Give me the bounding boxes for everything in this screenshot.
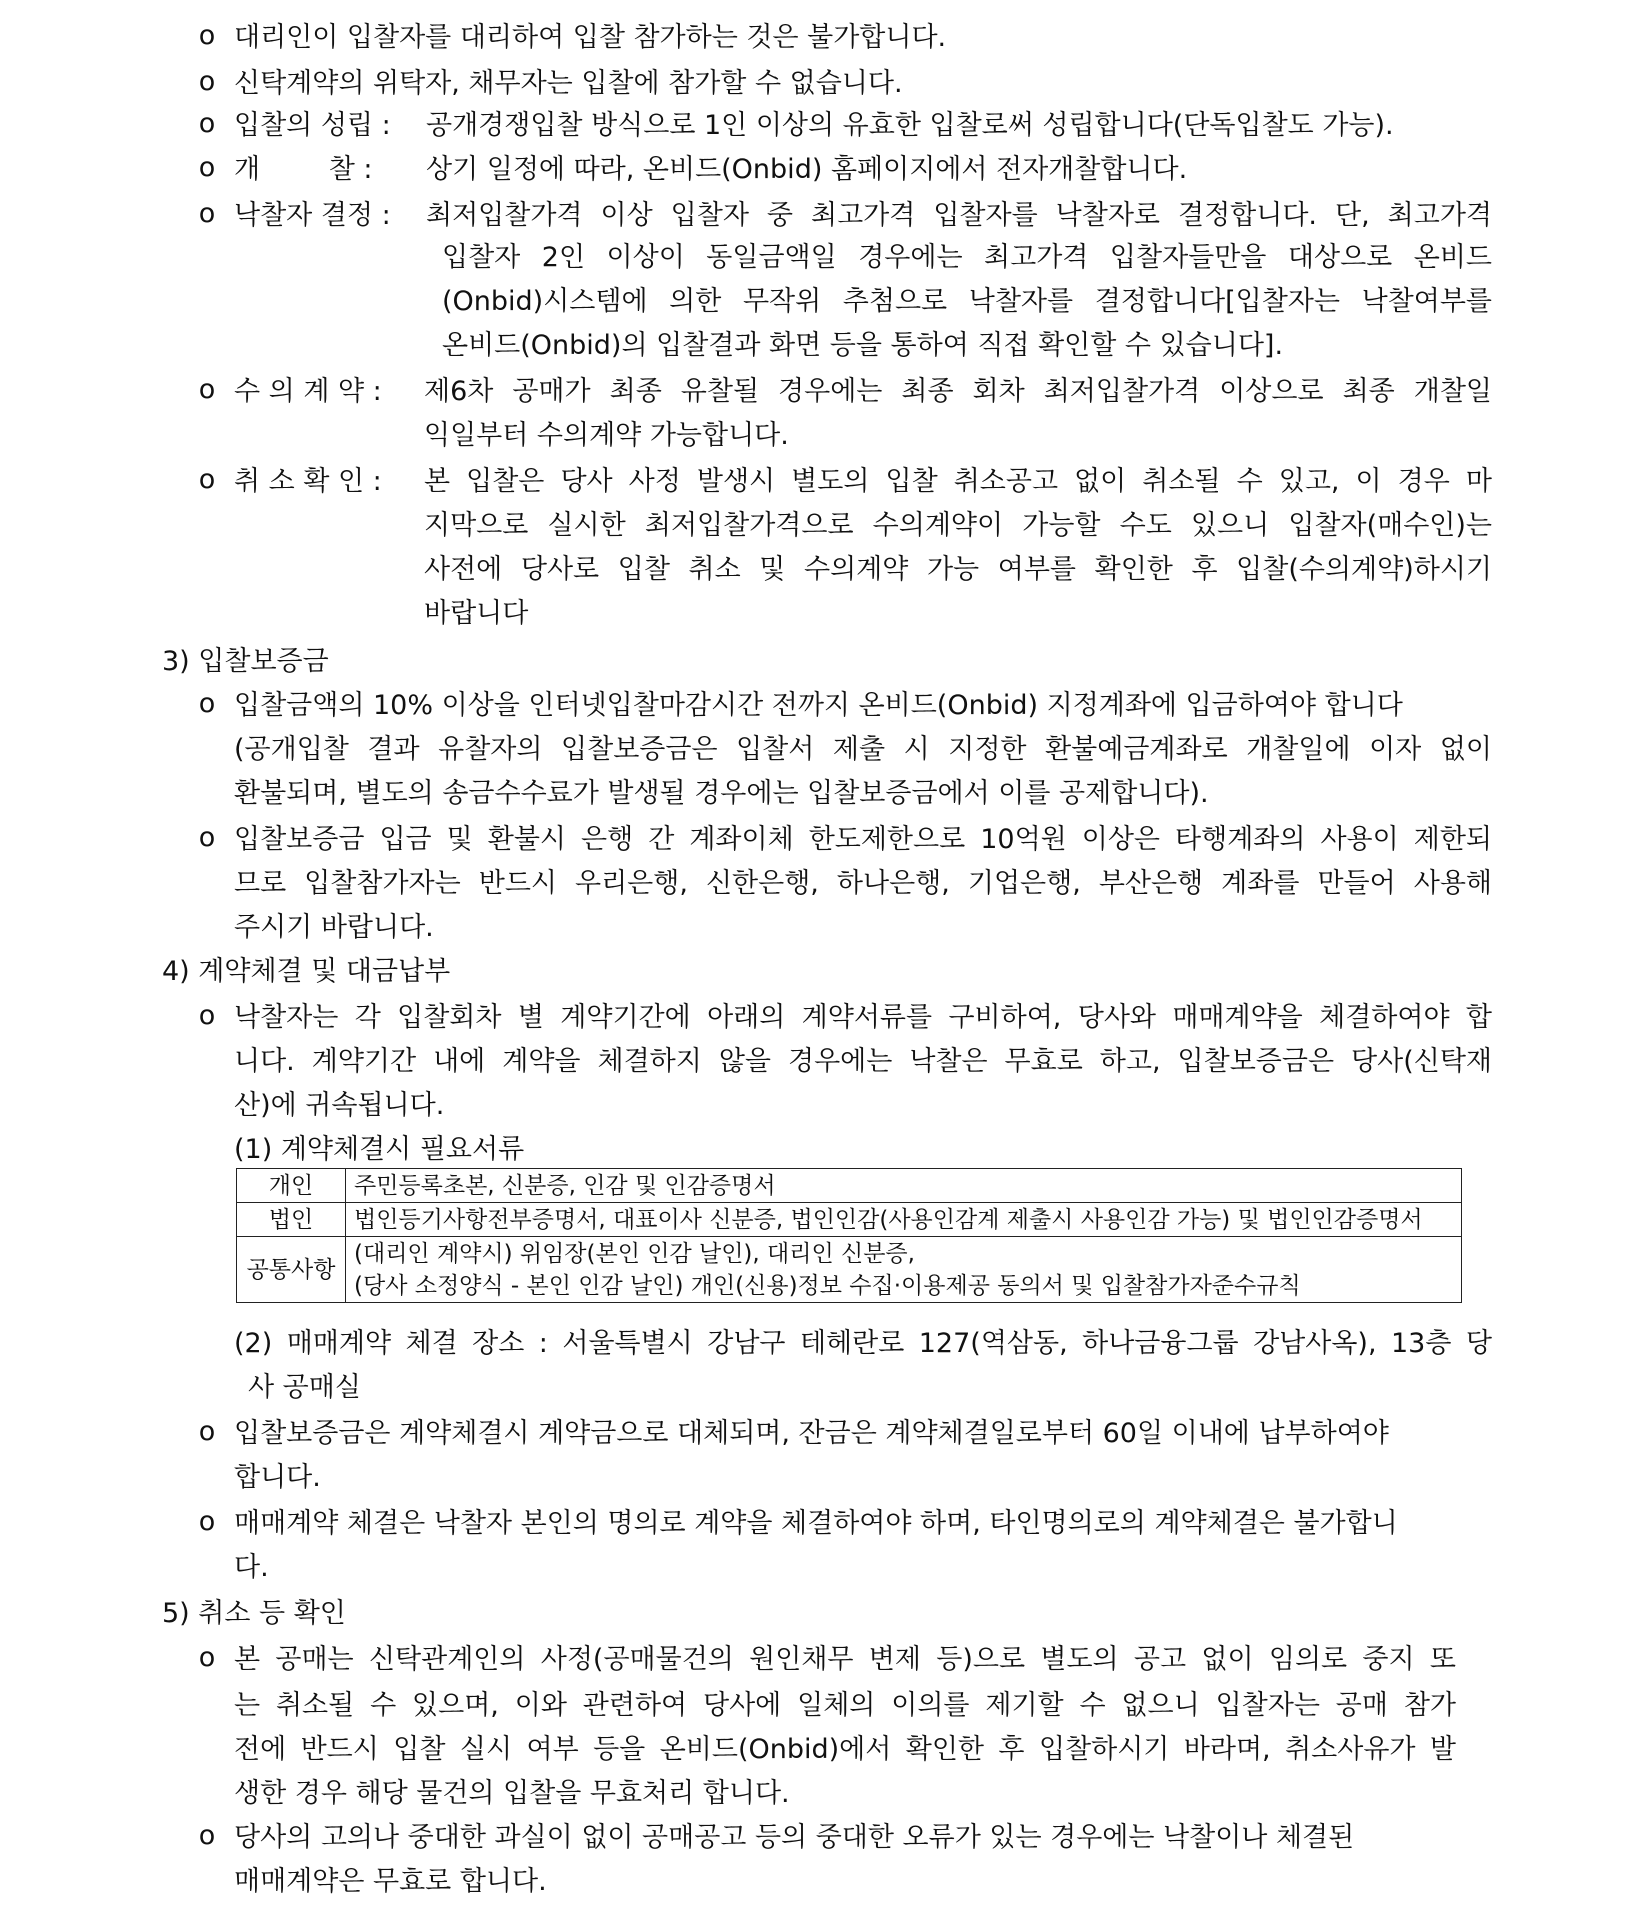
table-row bbox=[237, 1203, 1462, 1237]
condition-label: 취 소 확 인 : bbox=[234, 466, 382, 497]
condition-text: 익일부터 수의계약 가능합니다. bbox=[424, 420, 789, 451]
table-cell-docs: 법인등기사항전부증명서, 대표이사 신분증, 법인인감(사용인감계 제출시 사용인감 가능) 및 법인인감증명서 bbox=[346, 1203, 1462, 1237]
table-cell-type: 공통사항 bbox=[237, 1237, 346, 1303]
cancel-text: 생한 경우 해당 물건의 입찰을 무효처리 합니다. bbox=[234, 1778, 790, 1809]
bullet: o bbox=[198, 822, 216, 853]
contract-place: 사 공매실 bbox=[248, 1372, 361, 1403]
cancel-text: 전에 반드시 입찰 실시 여부 등을 온비드(Onbid)에서 확인한 후 입찰하시기 바라며, 취소사유가 발 bbox=[234, 1734, 1456, 1765]
section-heading-cancel: 5) 취소 등 확인 bbox=[162, 1598, 346, 1629]
bullet: o bbox=[198, 198, 216, 229]
bullet: o bbox=[198, 152, 216, 183]
table-cell-docs-line: (대리인 계약시) 위임장(본인 인감 날인), 대리인 신분증, bbox=[354, 1240, 915, 1267]
table-cell-docs: 주민등록초본, 신분증, 인감 및 인감증명서 bbox=[346, 1169, 1462, 1203]
cancel-text: 당사의 고의나 중대한 과실이 없이 공매공고 등의 중대한 오류가 있는 경우에는 낙찰이나 체결된 bbox=[234, 1822, 1355, 1853]
deposit-text: 환불되며, 별도의 송금수수료가 발생될 경우에는 입찰보증금에서 이를 공제합니다). bbox=[234, 778, 1209, 809]
deposit-text: 입찰금액의 10% 이상을 인터넷입찰마감시간 전까지 온비드(Onbid) 지정계좌에 입금하여야 합니다 bbox=[234, 690, 1403, 721]
cancel-text: 본 공매는 신탁관계인의 사정(공매물건의 원인채무 변제 등)으로 별도의 공고 없이 임의로 중지 또 bbox=[234, 1644, 1456, 1675]
section-heading-contract: 4) 계약체결 및 대금납부 bbox=[162, 956, 451, 987]
condition-text: 공개경쟁입찰 방식으로 1인 이상의 유효한 입찰로써 성립합니다(단독입찰도 가능). bbox=[426, 110, 1394, 141]
condition-text: 최저입찰가격 이상 입찰자 중 최고가격 입찰자를 낙찰자로 결정합니다. 단, 최고가격 bbox=[426, 200, 1492, 231]
bullet: o bbox=[198, 1416, 216, 1447]
bullet: o bbox=[198, 20, 216, 51]
contract-text: 합니다. bbox=[234, 1462, 321, 1493]
table-row bbox=[237, 1169, 1462, 1203]
bullet: o bbox=[198, 688, 216, 719]
deposit-text: 므로 입찰참가자는 반드시 우리은행, 신한은행, 하나은행, 기업은행, 부산은행 계좌를 만들어 사용해 bbox=[234, 868, 1492, 899]
cancel-text: 매매계약은 무효로 합니다. bbox=[234, 1866, 547, 1897]
contract-text: 다. bbox=[234, 1552, 269, 1583]
contract-text: 매매계약 체결은 낙찰자 본인의 명의로 계약을 체결하여야 하며, 타인명의로의 계약체결은 불가합니 bbox=[234, 1508, 1398, 1539]
contract-text: 니다. 계약기간 내에 계약을 체결하지 않을 경우에는 낙찰은 무효로 하고, 입찰보증금은 당사(신탁재 bbox=[234, 1046, 1492, 1077]
condition-text: 제6차 공매가 최종 유찰될 경우에는 최종 회차 최저입찰가격 이상으로 최종 개찰일 bbox=[424, 376, 1492, 407]
condition-label: 수 의 계 약 : bbox=[234, 376, 382, 407]
contract-text: 입찰보증금은 계약체결시 계약금으로 대체되며, 잔금은 계약체결일로부터 60일 이내에 납부하여야 bbox=[234, 1418, 1389, 1449]
required-docs-title: (1) 계약체결시 필요서류 bbox=[234, 1134, 525, 1165]
condition-text: 입찰자 2인 이상이 동일금액일 경우에는 최고가격 입찰자들만을 대상으로 온비드 bbox=[442, 242, 1492, 273]
deposit-text: 주시기 바랍니다. bbox=[234, 912, 434, 943]
table-cell-docs-line: (당사 소정양식 - 본인 인감 날인) 개인(신용)정보 수집·이용제공 동의서 및 입찰참가자준수규칙 bbox=[354, 1272, 1301, 1299]
condition-label: 입찰의 성립 : bbox=[234, 110, 391, 141]
bullet: o bbox=[198, 66, 216, 97]
condition-text: 본 입찰은 당사 사정 발생시 별도의 입찰 취소공고 없이 취소될 수 있고, 이 경우 마 bbox=[424, 466, 1492, 497]
condition-text: 상기 일정에 따라, 온비드(Onbid) 홈페이지에서 전자개찰합니다. bbox=[426, 154, 1188, 185]
deposit-text: (공개입찰 결과 유찰자의 입찰보증금은 입찰서 제출 시 지정한 환불예금계좌로 개찰일에 이자 없이 bbox=[234, 734, 1492, 765]
bullet: o bbox=[198, 374, 216, 405]
condition-text: (Onbid)시스템에 의한 무작위 추첨으로 낙찰자를 결정합니다[입찰자는 낙찰여부를 bbox=[442, 286, 1492, 317]
condition-label: 개 찰 : bbox=[234, 154, 373, 185]
bullet: o bbox=[198, 464, 216, 495]
table-cell-docs bbox=[346, 1237, 1462, 1303]
condition-text: 사전에 당사로 입찰 취소 및 수의계약 가능 여부를 확인한 후 입찰(수의계약)하시기 bbox=[424, 554, 1492, 585]
bullet: o bbox=[198, 1820, 216, 1851]
condition-text: 신탁계약의 위탁자, 채무자는 입찰에 참가할 수 없습니다. bbox=[234, 68, 903, 99]
bullet: o bbox=[198, 1642, 216, 1673]
bullet: o bbox=[198, 1000, 216, 1031]
cancel-text: 는 취소될 수 있으며, 이와 관련하여 당사에 일체의 이의를 제기할 수 없으니 입찰자는 공매 참가 bbox=[234, 1690, 1456, 1721]
condition-label: 낙찰자 결정 : bbox=[234, 200, 391, 231]
table-row bbox=[237, 1237, 1462, 1303]
bullet: o bbox=[198, 108, 216, 139]
contract-place: (2) 매매계약 체결 장소 : 서울특별시 강남구 테헤란로 127(역삼동, 하나금융그룹 강남사옥), 13층 당 bbox=[234, 1328, 1492, 1359]
condition-text: 바랍니다 bbox=[424, 598, 529, 629]
condition-text: 대리인이 입찰자를 대리하여 입찰 참가하는 것은 불가합니다. bbox=[234, 22, 947, 53]
condition-text: 지막으로 실시한 최저입찰가격으로 수의계약이 가능할 수도 있으니 입찰자(매수인)는 bbox=[424, 510, 1492, 541]
condition-text: 온비드(Onbid)의 입찰결과 화면 등을 통하여 직접 확인할 수 있습니다]. bbox=[442, 330, 1284, 361]
section-heading-deposit: 3) 입찰보증금 bbox=[162, 646, 329, 677]
bullet: o bbox=[198, 1506, 216, 1537]
contract-text: 낙찰자는 각 입찰회차 별 계약기간에 아래의 계약서류를 구비하여, 당사와 매매계약을 체결하여야 합 bbox=[234, 1002, 1492, 1033]
deposit-text: 입찰보증금 입금 및 환불시 은행 간 계좌이체 한도제한으로 10억원 이상은 타행계좌의 사용이 제한되 bbox=[234, 824, 1492, 855]
table-cell-type: 법인 bbox=[237, 1203, 346, 1237]
contract-text: 산)에 귀속됩니다. bbox=[234, 1090, 445, 1121]
table-cell-type: 개인 bbox=[237, 1169, 346, 1203]
required-docs-table bbox=[236, 1168, 1462, 1303]
